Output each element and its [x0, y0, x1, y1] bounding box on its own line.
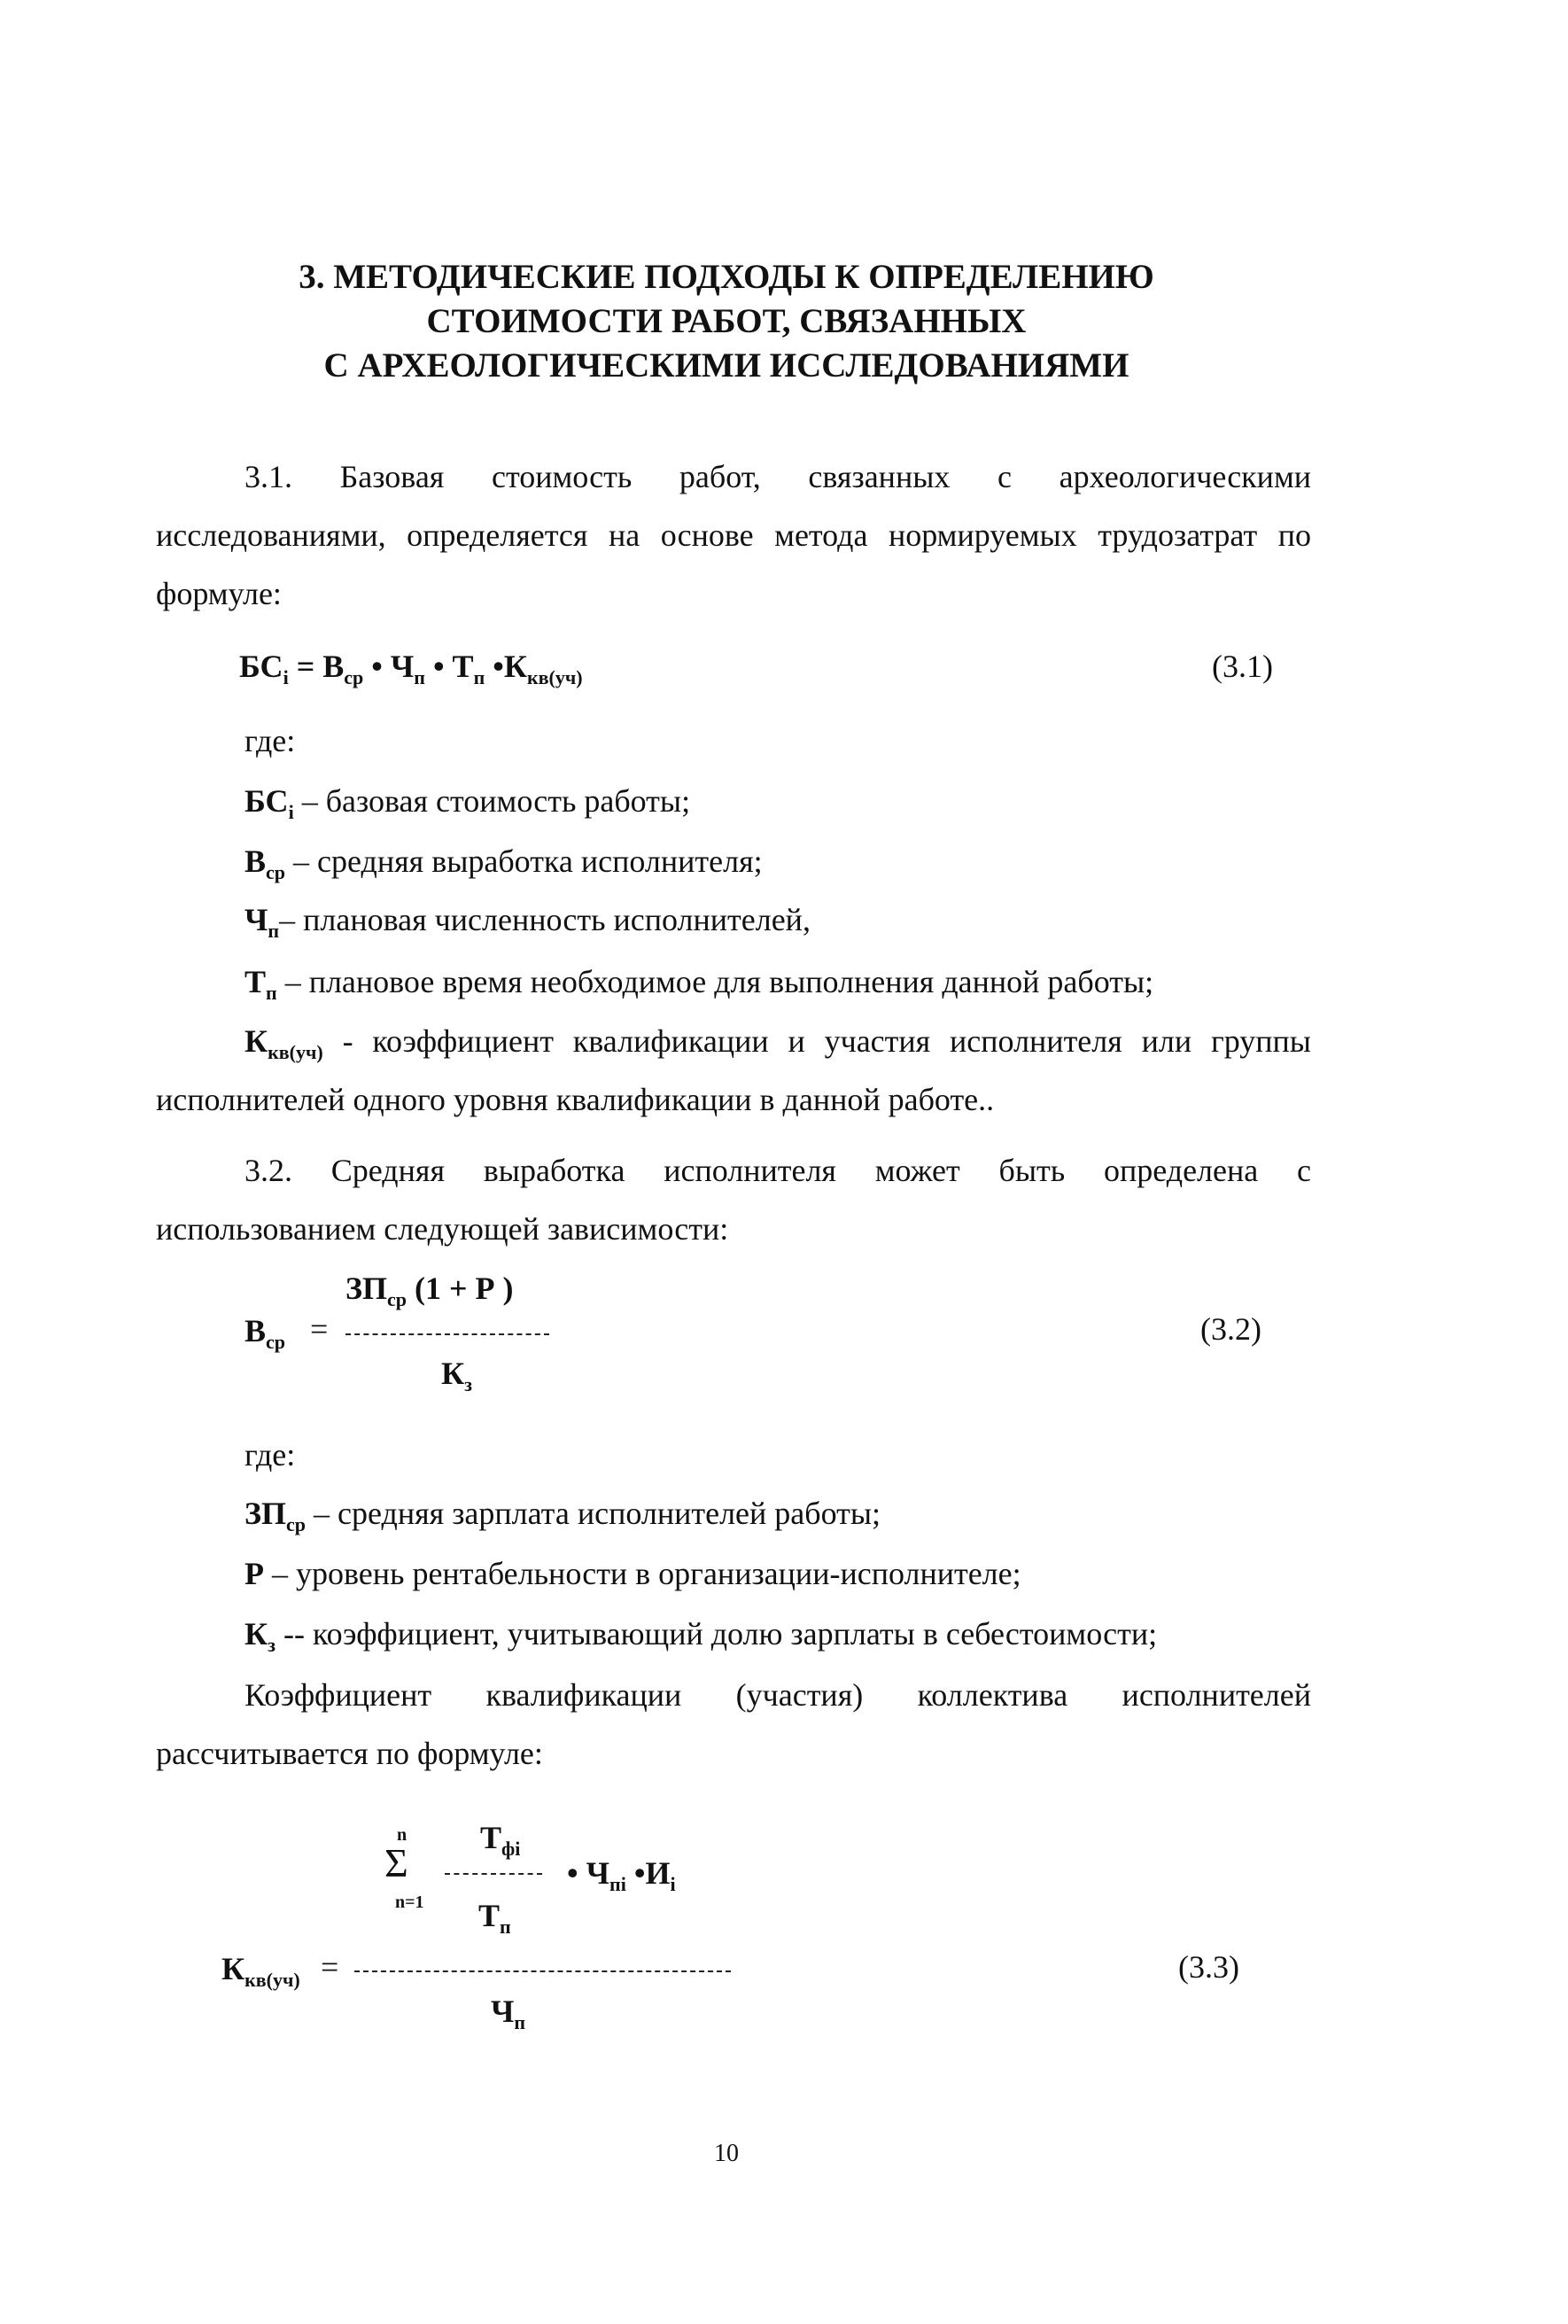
inner-numerator: $Т_{фi}$: [480, 1820, 521, 1860]
sum-upper-limit: n: [397, 1825, 408, 1845]
heading-line-2: СТОИМОСТИ РАБОТ, СВЯЗАННЫХ: [426, 302, 1027, 340]
definition-v: $В_{ср}$ – средняя выработка исполнителя;: [245, 843, 763, 883]
definition-zp: $ЗП_{ср}$ – средняя зарплата исполнителей работы;: [245, 1496, 881, 1535]
formula-3-2-denominator: $К_з$: [441, 1356, 472, 1395]
definition-t: $Т_п$ – плановое время необходимое для выполнения данной работы;: [245, 964, 1154, 1004]
equation-number-3-1: (3.1): [1212, 649, 1273, 684]
where-label-2: где:: [245, 1437, 296, 1473]
formula-3-3-equals: =: [321, 1949, 339, 1985]
main-fraction-bar: [354, 1970, 731, 1972]
definition-r: Р – уровень рентабельности в организации-исполнителе;: [245, 1556, 1021, 1591]
paragraph-3-2: 3.2. Средняя выработка исполнителя может быть определена с использованием следующей зависимости:: [156, 1153, 1311, 1247]
definition-k: $К_{кв(уч)}$ - коэффициент квалификации и участия исполнителя или группы исполнителей одного уровня квалификации в данной работе..: [156, 1023, 1311, 1117]
heading-line-1: 3. МЕТОДИЧЕСКИЕ ПОДХОДЫ К ОПРЕДЕЛЕНИЮ: [299, 258, 1154, 296]
formula-3-3-product: • $Ч_{пi}$ $•И_i$: [567, 1855, 676, 1895]
equation-number-3-3: (3.3): [1178, 1949, 1239, 1985]
formula-3-1: $БС_i = В_{ср}$ • $Ч_п$ • $Т_п$ $•К_{кв(уч)}$: [239, 649, 583, 688]
definition-kz: $К_з$ -- коэффициент, учитывающий долю зарплаты в себестоимости;: [245, 1616, 1158, 1656]
paragraph-3-1: 3.1. Базовая стоимость работ, связанных с археологическими исследованиями, определяется на основе метода нормируемых трудозатрат по формуле:: [156, 459, 1311, 611]
equation-number-3-2: (3.2): [1200, 1311, 1261, 1347]
formula-3-2-lhs: $В_{ср}$: [245, 1313, 286, 1353]
formula-3-2-equals: =: [310, 1311, 329, 1347]
formula-3-2-numerator: $ЗП_{ср}$ (1 + Р ): [345, 1271, 514, 1310]
where-label-1: где:: [245, 723, 296, 758]
inner-denominator: $Т_п$: [478, 1898, 511, 1938]
heading-line-3: С АРХЕОЛОГИЧЕСКИМИ ИССЛЕДОВАНИЯМИ: [323, 346, 1129, 385]
symbol-bs: БС: [239, 649, 283, 684]
inner-fraction-bar: [445, 1873, 542, 1875]
sigma-symbol: Σ: [384, 1840, 408, 1885]
formula-3-3-lhs: $К_{кв(уч)}$: [221, 1951, 300, 1991]
formula-3-3-denominator: $Ч_п$: [491, 1994, 526, 2033]
definition-bs: $БС_i$ – базовая стоимость работы;: [245, 783, 691, 823]
fraction-bar-3-2: [345, 1333, 549, 1335]
section-heading: [0, 255, 1453, 388]
paragraph-3-3: Коэффициент квалификации (участия) коллектива исполнителей рассчитывается по формуле:: [156, 1677, 1311, 1771]
definition-ch: $Ч_п-$ плановая численность исполнителей,: [245, 902, 811, 942]
sum-lower-limit: n=1: [395, 1893, 424, 1912]
page-number: 10: [714, 2140, 739, 2167]
